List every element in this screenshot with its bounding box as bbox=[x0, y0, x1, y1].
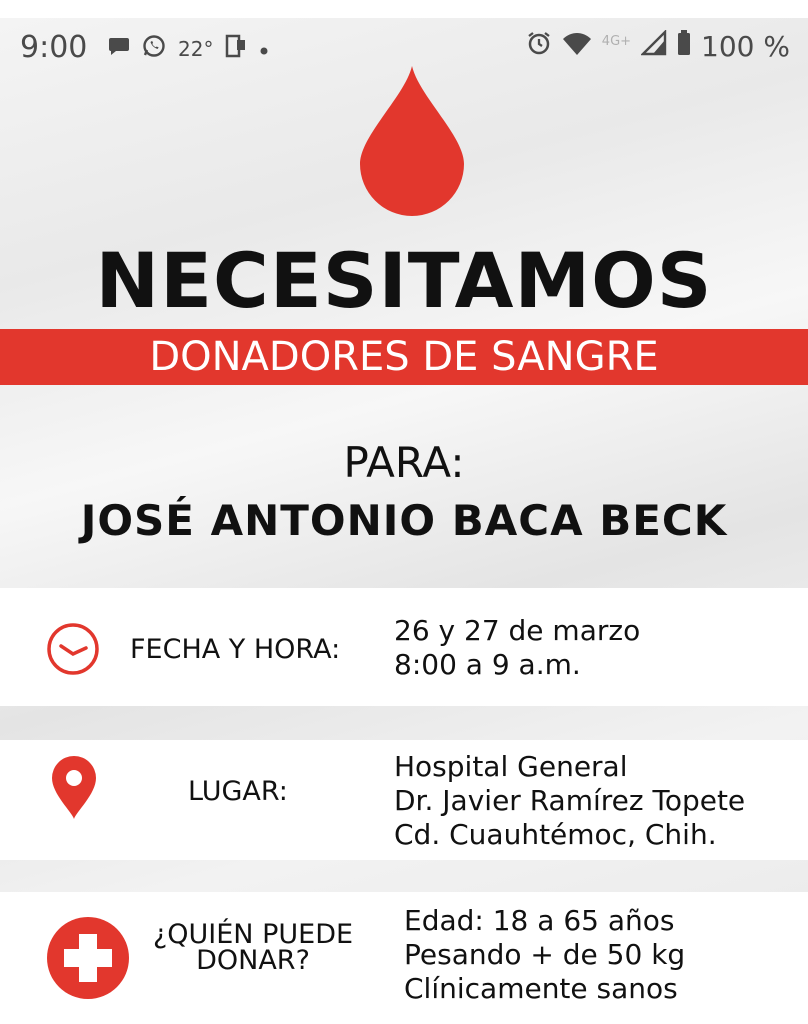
message-icon bbox=[108, 36, 130, 61]
date-value bbox=[394, 614, 640, 682]
place-section bbox=[0, 740, 808, 860]
eligibility-section bbox=[0, 892, 808, 1024]
place-line: Cd. Cuauhtémoc, Chih. bbox=[394, 818, 717, 851]
for-label: PARA: bbox=[343, 438, 465, 487]
whatsapp-icon bbox=[142, 34, 166, 63]
requirement-line: Clínicamente sanos bbox=[404, 972, 678, 1005]
poster-image bbox=[0, 18, 808, 1024]
dot-icon bbox=[259, 37, 269, 61]
headline: NECESITAMOS bbox=[95, 236, 713, 325]
banner-subtitle: DONADORES DE SANGRE bbox=[0, 329, 808, 385]
network-type: 4G+ bbox=[601, 34, 632, 49]
status-time: 9:00 bbox=[20, 30, 88, 65]
location-pin-icon bbox=[50, 756, 98, 820]
blood-drop-icon bbox=[360, 66, 464, 216]
place-label: LUGAR: bbox=[188, 776, 288, 807]
date-line: 26 y 27 de marzo bbox=[394, 614, 641, 647]
battery-percent: 100 % bbox=[701, 30, 790, 63]
requirement-line: Edad: 18 a 65 años bbox=[404, 904, 675, 937]
medical-cross-icon bbox=[46, 916, 130, 1000]
who-label: ¿QUIÉN PUEDE DONAR? bbox=[152, 919, 354, 976]
place-line: Hospital General bbox=[394, 750, 628, 783]
place-value bbox=[394, 750, 745, 852]
signal-icon bbox=[641, 30, 667, 63]
clock-icon bbox=[46, 622, 100, 676]
temperature-text: 22° bbox=[178, 36, 214, 61]
requirement-line: Pesando + de 50 kg bbox=[404, 938, 686, 971]
who-value bbox=[404, 904, 685, 1006]
alarm-icon bbox=[526, 30, 552, 63]
patient-name: JOSÉ ANTONIO BACA BECK bbox=[80, 496, 728, 545]
date-section bbox=[0, 588, 808, 706]
battery-icon bbox=[677, 30, 691, 63]
place-line: Dr. Javier Ramírez Topete bbox=[394, 784, 746, 817]
app-notification-icon bbox=[225, 34, 247, 63]
wifi-icon bbox=[562, 30, 592, 63]
time-line: 8:00 a 9 a.m. bbox=[394, 648, 581, 681]
date-label: FECHA Y HORA: bbox=[130, 634, 341, 665]
